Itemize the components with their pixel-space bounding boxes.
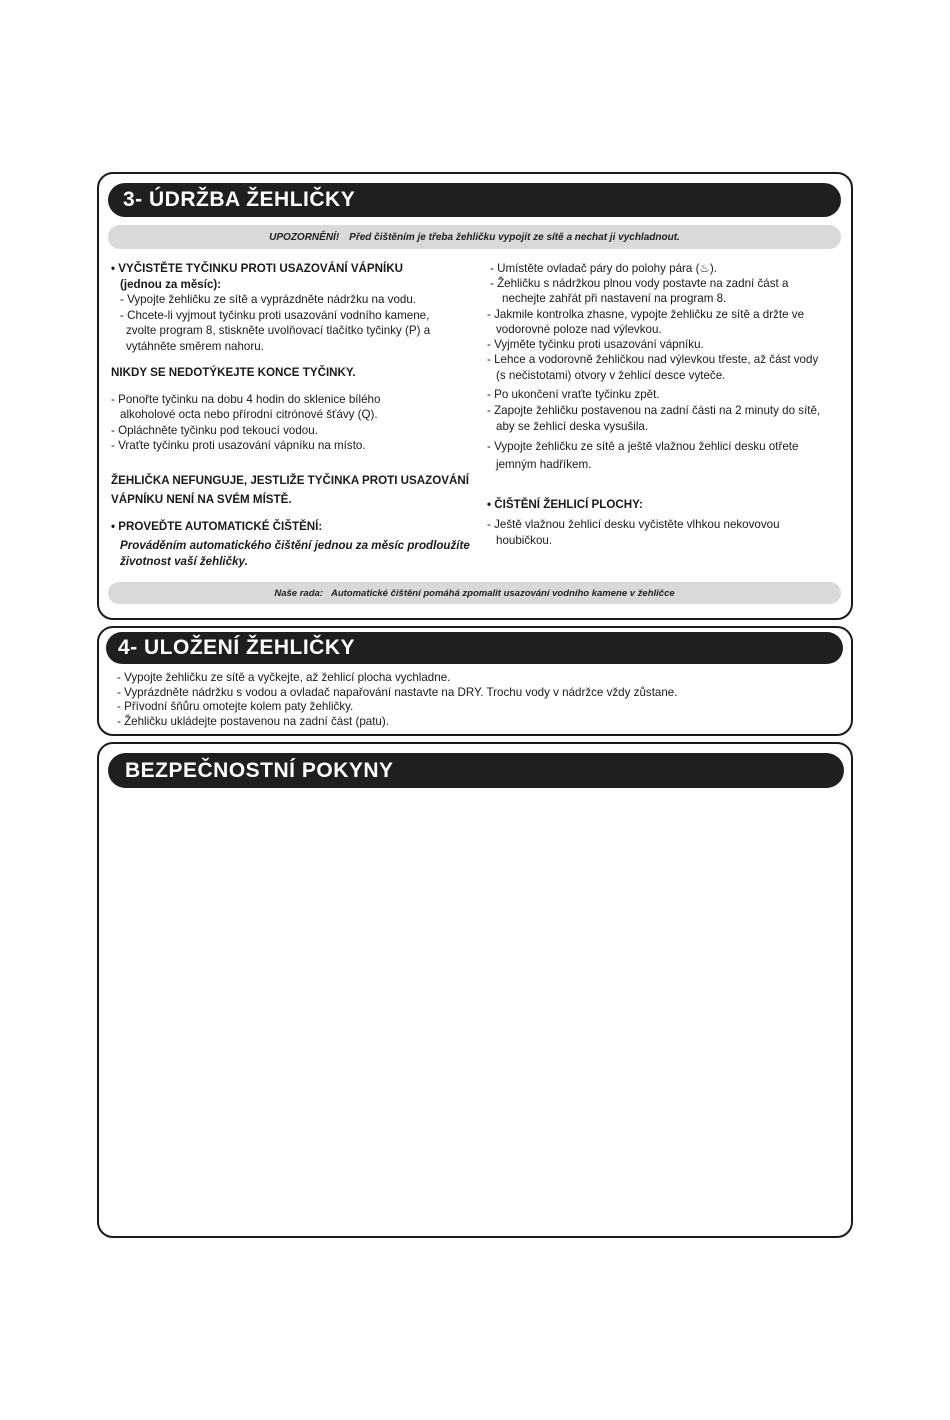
storage-title: 4- ULOŽENÍ ŽEHLIČKY [118,636,356,659]
maintenance-title-bar [108,183,841,217]
step-line: - Lehce a vodorovně žehličkou nad výlevkou třeste, až část vody [487,353,819,367]
storage-list [117,671,677,729]
step-line: nechejte zahřát při nastavení na program 8. [502,292,727,306]
warning-text: Před čištěním je třeba žehličku vypojit ze sítě a nechat ji vychladnout. [349,231,680,243]
step-line: vodorovné poloze nad výlevkou. [496,322,662,336]
safety-title: BEZPEČNOSTNÍ POKYNY [125,758,394,782]
tip-text: Automatické čištění pomáhá zpomalit usazování vodního kamene v žehličce [330,587,675,599]
never-touch-warning: NIKDY SE NEDOTÝKEJTE KONCE TYČINKY. [111,366,356,379]
clean-rod-line: zvolte program 8, stiskněte uvolňovací tlačítko tyčinky (P) a [126,324,431,337]
soleplate-line: houbičkou. [496,534,553,548]
auto-clean-heading: • PROVEĎTE AUTOMATICKÉ ČIŠTĚNÍ: [111,519,323,533]
step-line: - Žehličku s nádržkou plnou vody postavte na zadní část a [490,277,789,291]
step-line: - Zapojte žehličku postavenou na zadní části na 2 minuty do sítě, [487,403,821,417]
auto-clean-line: Prováděním automatického čištění jednou za měsíc prodloužíte [120,539,470,552]
step-line: - Vypojte žehličku ze sítě a ještě vlažnou žehlicí desku otřete [487,439,799,453]
maintenance-right-column [487,261,847,550]
clean-rod-subheading: (jednou za měsíc): [120,277,222,291]
tip-label: Naše rada: [274,587,323,599]
step-line: - Umístěte ovladač páry do polohy pára (♨). [490,262,717,275]
soleplate-line: - Ještě vlažnou žehlicí desku vyčistěte vlhkou nekovovou [487,518,780,532]
storage-line: - Žehličku ukládejte postavenou na zadní část (patu). [117,714,389,728]
maintenance-left-column [111,261,471,569]
step-line: - Vyjměte tyčinku proti usazování vápníku. [487,338,704,352]
warning-label: UPOZORNĚNÍ! [269,231,340,243]
storage-line: - Vyprázdněte nádržku s vodou a ovladač napařování nastavte na DRY. Trochu vody v nádržce vždy zůstane. [117,685,678,699]
storage-title-bar [106,632,843,664]
step-line: aby se žehlicí deska vysušila. [496,419,649,433]
storage-line: - Vypojte žehličku ze sítě a vyčkejte, až žehlicí plocha vychladne. [117,671,451,684]
step-line: (s nečistotami) otvory v žehlicí desce vyteče. [496,369,726,383]
clean-rod-line: - Vypojte žehličku ze sítě a vyprázdněte nádržku na vodu. [120,293,417,306]
storage-line: - Přívodní šňůru omotejte kolem paty žehličky. [117,700,354,713]
safety-section [97,742,853,1238]
maintenance-title: 3- ÚDRŽBA ŽEHLIČKY [123,188,356,211]
step-line: - Jakmile kontrolka zhasne, vypojte žehličku ze sítě a držte ve [487,307,805,321]
soak-line: - Opláchněte tyčinku pod tekoucí vodou. [111,423,318,437]
clean-rod-line: - Chcete-li vyjmout tyčinku proti usazování vodního kamene, [120,308,430,322]
soak-line: - Ponořte tyčinku na dobu 4 hodin do sklenice bílého [111,392,381,406]
step-line: jemným hadříkem. [496,457,592,471]
clean-rod-line: vytáhněte směrem nahoru. [126,339,264,353]
soak-line: - Vraťte tyčinku proti usazování vápníku na místo. [111,439,366,452]
clean-rod-heading: • VYČISTĚTE TYČINKU PROTI USAZOVÁNÍ VÁPNÍKU [111,262,403,275]
auto-clean-line: životnost vaší žehličky. [120,554,248,568]
warning-banner [108,225,841,249]
soleplate-heading: • ČIŠTĚNÍ ŽEHLICÍ PLOCHY: [487,497,643,511]
not-working-warning: ŽEHLIČKA NEFUNGUJE, JESTLIŽE TYČINKA PROTI USAZOVÁNÍ [111,473,469,487]
not-working-warning: VÁPNÍKU NENÍ NA SVÉM MÍSTĚ. [111,492,292,506]
soak-line: alkoholové octa nebo přírodní citrónové šťávy (Q). [120,408,378,421]
safety-title-bar [108,753,844,788]
tip-banner [108,582,841,604]
step-line: - Po ukončení vraťte tyčinku zpět. [487,388,660,402]
